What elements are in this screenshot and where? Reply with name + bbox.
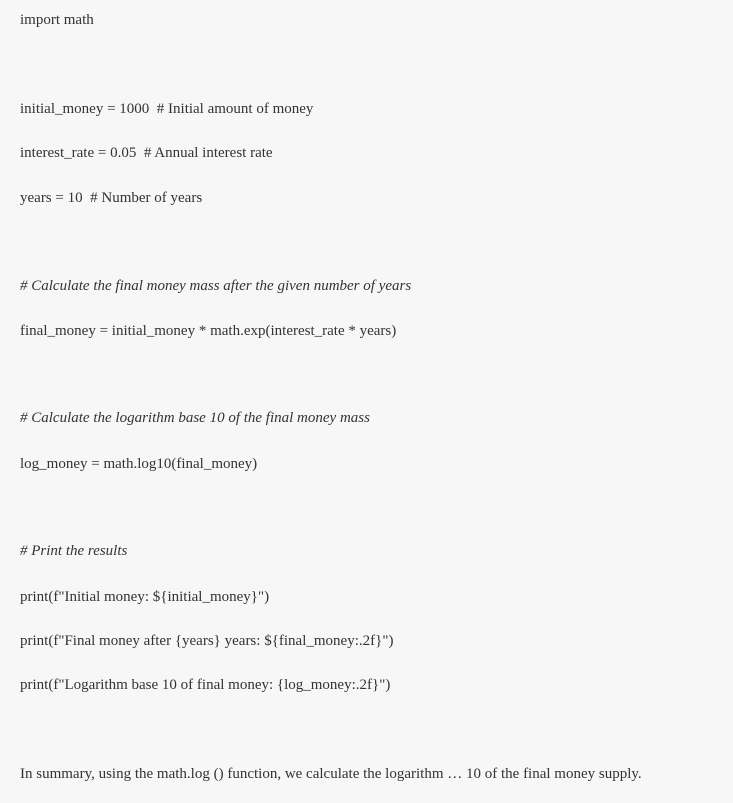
code-line-interest-rate: interest_rate = 0.05 # Annual interest rate (20, 145, 273, 161)
code-line-print-initial: print(f"Initial money: ${initial_money}") (20, 589, 270, 605)
comment-line-logarithm: # Calculate the logarithm base 10 of the final money mass (20, 410, 370, 426)
code-line-years: years = 10 # Number of years (20, 190, 203, 206)
code-line-print-final: print(f"Final money after {years} years: ${final_money:.2f}") (20, 633, 394, 649)
code-line-import: import math (20, 12, 94, 28)
code-line-final-money: final_money = initial_money * math.exp(interest_rate * years) (20, 323, 397, 339)
code-line-initial-money: initial_money = 1000 # Initial amount of money (20, 101, 314, 117)
comment-line-print: # Print the results (20, 543, 128, 559)
code-line-print-log: print(f"Logarithm base 10 of final money: {log_money:.2f}") (20, 677, 391, 693)
comment-line-final-money: # Calculate the final money mass after the given number of years (20, 278, 412, 294)
summary-paragraph: In summary, using the math.log () function, we calculate the logarithm … 10 of the final money supply. (20, 766, 642, 782)
code-line-log-money: log_money = math.log10(final_money) (20, 456, 258, 472)
